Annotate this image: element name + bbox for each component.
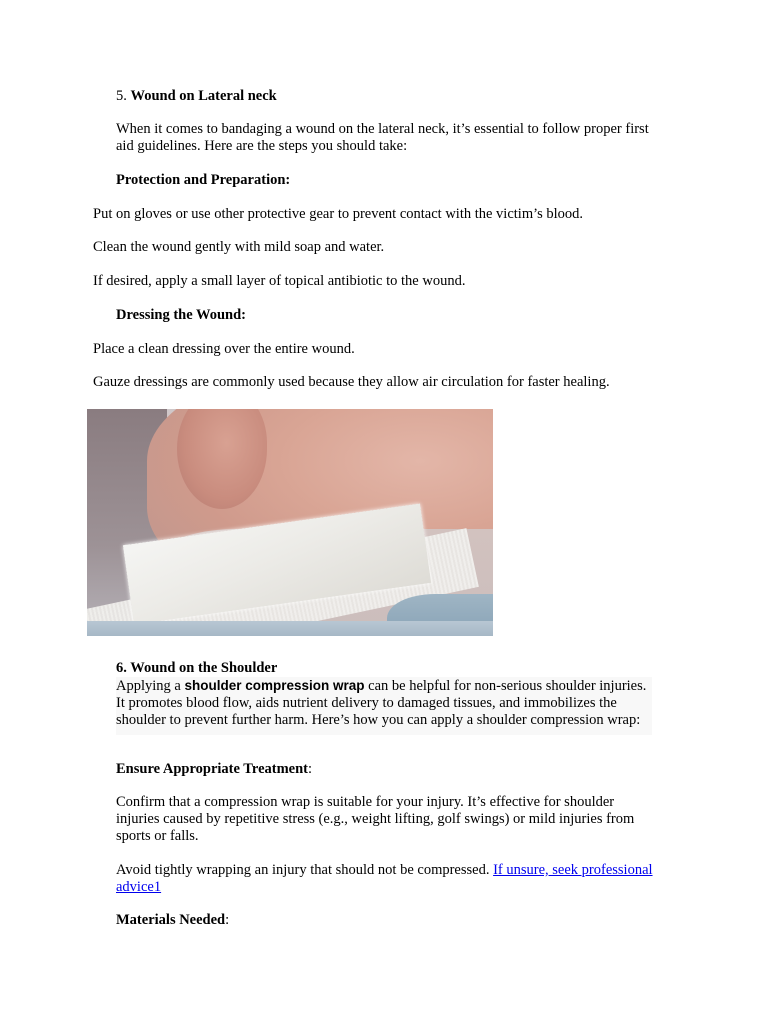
section6-heading <box>116 660 656 677</box>
professional-advice-link[interactable]: If unsure, seek professional advice1 <box>116 862 653 895</box>
dressing-step-1: Place a clean dressing over the entire wound. <box>93 341 355 357</box>
neck-bandage-photo <box>87 409 493 636</box>
section6-intro: Applying a shoulder compression wrap can be helpful for non-serious shoulder injuries. It promotes blood flow, aids nutrient delivery to damaged tissues, and immobilizes the shoulder to prevent further harm. Here’s how you can apply a shoulder compression wrap: <box>116 677 652 735</box>
treatment-heading-text: Ensure Appropriate Treatment <box>116 761 308 777</box>
materials-heading-text: Materials Needed <box>116 912 226 928</box>
section5-number: 5. <box>116 88 131 104</box>
protection-step-3: If desired, apply a small layer of topical antibiotic to the wound. <box>93 273 466 289</box>
materials-heading: Materials Needed: <box>116 912 230 928</box>
dressing-heading <box>116 307 656 324</box>
section5-intro: When it comes to bandaging a wound on the lateral neck, it’s essential to follow proper first aid guidelines. Here are the steps you should take: <box>116 121 649 154</box>
avoid-text: Avoid tightly wrapping an injury that should not be compressed. If unsure, seek professional advice1 <box>116 862 653 895</box>
treatment-text: Confirm that a compression wrap is suitable for your injury. It’s effective for shoulder injuries caused by repetitive stress (e.g., weight lifting, golf swings) or mild injuries from sports or falls. <box>116 794 635 844</box>
protection-heading <box>116 172 656 189</box>
dressing-step-2: Gauze dressings are commonly used because they allow air circulation for faster healing. <box>93 374 610 390</box>
protection-step-1: Put on gloves or use other protective gear to prevent contact with the victim’s blood. <box>93 206 584 222</box>
treatment-heading: Ensure Appropriate Treatment: <box>116 761 313 777</box>
section6-title: 6. Wound on the Shoulder <box>116 660 278 676</box>
intro-bold-term: shoulder compression wrap <box>184 678 365 693</box>
protection-heading-text: Protection and Preparation: <box>116 172 291 188</box>
protection-step-2: Clean the wound gently with mild soap and water. <box>93 239 385 255</box>
section5-heading <box>116 88 656 105</box>
section5-title: Wound on Lateral neck <box>130 88 277 104</box>
dressing-heading-text: Dressing the Wound: <box>116 307 246 323</box>
